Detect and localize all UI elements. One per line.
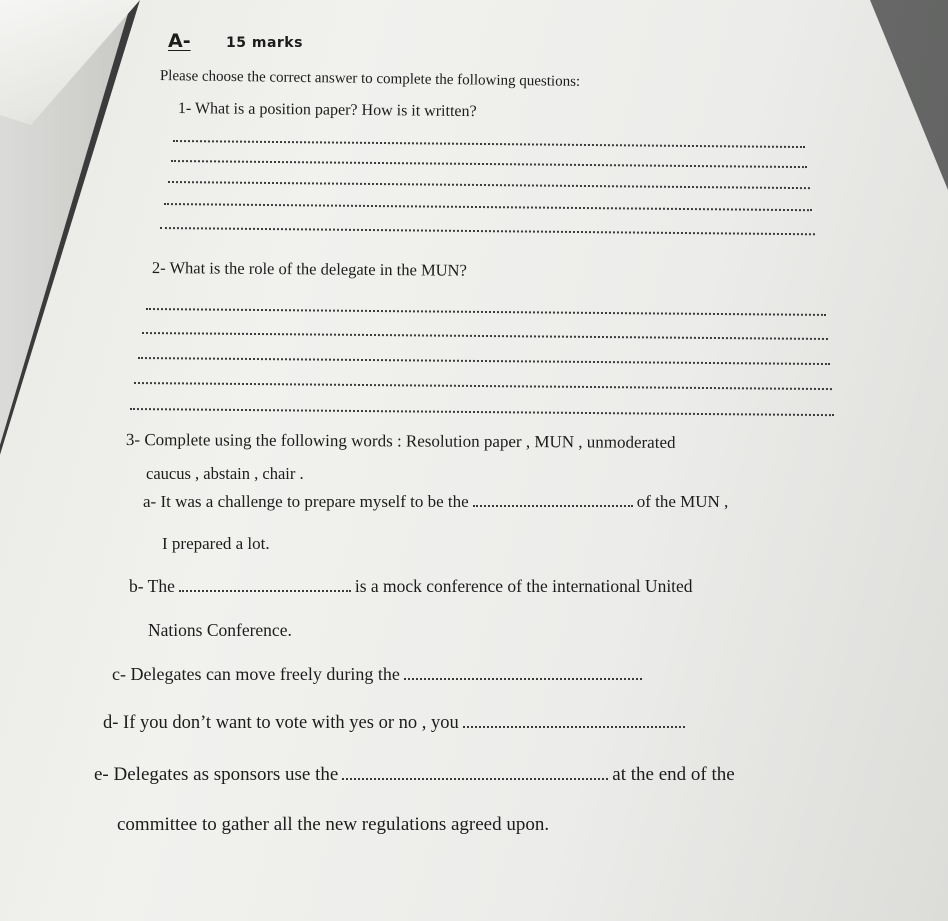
blank-c[interactable]	[404, 678, 642, 680]
blank-d[interactable]	[463, 726, 685, 728]
item-e-end: at the end of the	[612, 764, 735, 785]
question-2: 2- What is the role of the delegate in the MUN?	[151, 258, 467, 280]
item-b	[129, 576, 693, 597]
question-3-word-list: caucus , abstain , chair .	[146, 464, 304, 483]
item-e-line2: committee to gather all the new regulations agreed upon.	[117, 814, 550, 835]
answer-line[interactable]	[164, 203, 812, 211]
answer-line[interactable]	[142, 332, 828, 340]
item-c	[112, 664, 646, 685]
blank-b[interactable]	[179, 590, 351, 592]
answer-line[interactable]	[173, 140, 805, 148]
item-b-line2: Nations Conference.	[148, 620, 292, 640]
question-3-intro: 3- Complete using the following words : Resolution paper , MUN , unmoderated	[125, 430, 676, 452]
item-b-start: b- The	[129, 576, 175, 596]
blank-a[interactable]	[473, 505, 633, 507]
item-e-start: e- Delegates as sponsors use the	[94, 764, 339, 785]
instruction-text: Please choose the correct answer to complete the following questions:	[159, 68, 581, 90]
answer-line[interactable]	[168, 181, 810, 189]
answer-line[interactable]	[160, 227, 815, 235]
item-a-end: of the MUN ,	[636, 492, 729, 511]
answer-line[interactable]	[134, 382, 832, 390]
item-a-start: a- It was a challenge to prepare myself to be the	[143, 492, 469, 511]
section-letter: A-	[168, 30, 191, 52]
item-d-start: d- If you don’t want to vote with yes or no , you	[103, 713, 459, 733]
answer-line[interactable]	[138, 357, 830, 365]
item-e	[94, 764, 735, 786]
marks-label: 15 marks	[226, 35, 303, 51]
answer-line[interactable]	[130, 408, 834, 416]
question-1: 1- What is a position paper? How is it written?	[177, 100, 477, 121]
item-b-end: is a mock conference of the international United	[354, 576, 693, 596]
answer-line[interactable]	[171, 160, 807, 168]
item-a	[143, 492, 728, 512]
answer-line[interactable]	[146, 308, 826, 316]
blank-e[interactable]	[342, 778, 608, 780]
item-c-start: c- Delegates can move freely during the	[112, 664, 400, 684]
item-d	[103, 713, 689, 734]
item-a-line2: I prepared a lot.	[162, 534, 270, 553]
